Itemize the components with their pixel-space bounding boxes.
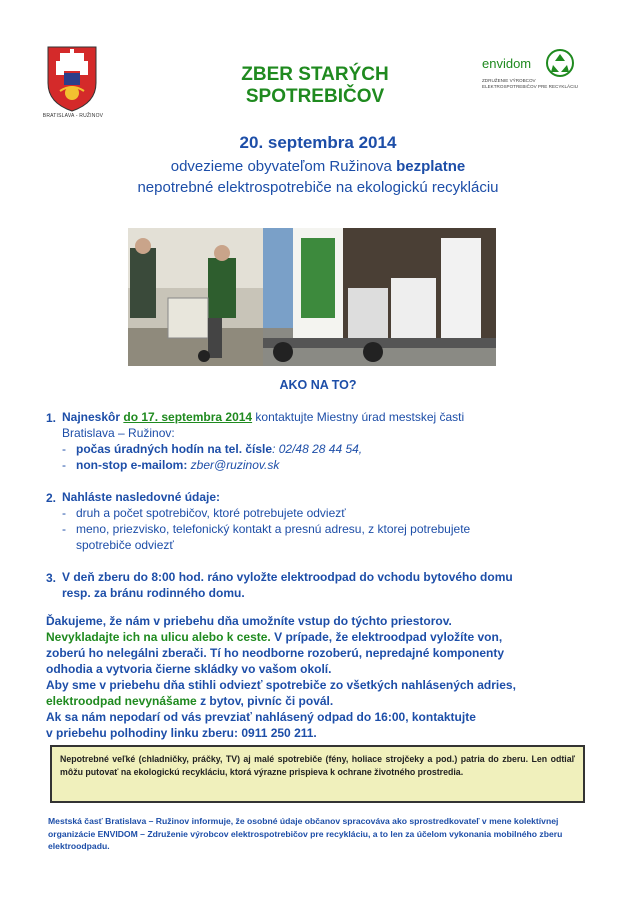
step-1-lead: Najneskôr <box>62 410 124 424</box>
step-2-item-2: - meno, priezvisko, telefonický kontakt a presnú adresu, z ktorej potrebujete <box>62 522 471 536</box>
info-paragraph <box>46 613 591 741</box>
para-line-1: Ďakujeme, že nám v priebehu dňa umožníte vstup do týchto priestorov. <box>46 614 452 628</box>
step-2-number: 2. <box>46 491 57 505</box>
intro-free-emphasis: bezplatne <box>396 158 466 175</box>
step-1 <box>62 409 582 473</box>
crest-caption: BRATISLAVA - RUŽINOV <box>42 113 104 119</box>
step-3-line-2: resp. za bránu rodinného domu. <box>62 586 245 600</box>
intro-line-1 <box>0 158 636 175</box>
title-line-2: SPOTREBIČOV <box>245 86 385 107</box>
step-1-text: kontaktujte Miestny úrad mestskej časti <box>252 410 465 424</box>
step-2-item-2-cont: spotrebiče odviezť <box>76 538 174 552</box>
step-1-phone: - počas úradných hodín na tel. čísle: 02/48 28 44 54, <box>62 442 363 456</box>
step-1-email: - non-stop e-mailom: zber@ruzinov.sk <box>62 458 280 472</box>
ruzinov-coat-of-arms <box>44 43 100 113</box>
step-3-number: 3. <box>46 571 57 585</box>
para-line-6-text: z bytov, pivníc či povál. <box>196 694 334 708</box>
step-1-number: 1. <box>46 411 57 425</box>
recycle-icon <box>545 48 575 78</box>
photo-workers-carrying-appliance <box>128 228 263 366</box>
para-no-carry: elektroodpad nevynášame <box>46 694 197 708</box>
logo-sub-line-2: ELEKTROSPOTREBIČOV PRE RECYKLÁCIU <box>482 84 578 89</box>
step-1-deadline: do 17. septembra 2014 <box>123 410 253 424</box>
para-line-7: Ak sa nám nepodarí od vás prevziať nahlásený odpad do 16:00, kontaktujte <box>46 710 476 724</box>
step-1-line-1 <box>62 409 582 425</box>
para-line-5: Aby sme v priebehu dňa stihli odviezť spotrebiče zo všetkých nahlásených adries, <box>46 678 516 692</box>
envidom-logo-name: envidom <box>482 56 532 71</box>
info-box: Nepotrebné veľké (chladničky, práčky, TV) aj malé spotrebiče (fény, holiace strojčeky a pod.) patria do zberu. Len odtiaľ môžu putovať na ekologickú recykláciu, ktorá výrazne prispieva k ochrane životného prostredia. <box>50 745 585 803</box>
envidom-logo-subtitle <box>482 78 592 90</box>
phone-label: počas úradných hodín na tel. čísle <box>76 442 273 456</box>
page-title <box>150 64 480 108</box>
logo-sub-line-1: ZDRUŽENIE VÝROBCOV <box>482 78 536 83</box>
para-line-2 <box>46 629 591 645</box>
email-label: non-stop e-mailom: <box>76 458 188 472</box>
step-2-item-2-text: meno, priezvisko, telefonický kontakt a presnú adresu, z ktorej potrebujete <box>76 522 471 536</box>
para-line-3: zoberú ho nelegálni zberači. Tí ho neodborne rozoberú, nepredajné komponenty <box>46 646 505 660</box>
step-2-item-1: - druh a počet spotrebičov, ktoré potrebujete odviezť <box>62 506 346 520</box>
email-address[interactable]: zber@ruzinov.sk <box>187 458 280 472</box>
step-2-item-1-text: druh a počet spotrebičov, ktoré potrebujete odviezť <box>76 506 346 520</box>
step-3-line-1: V deň zberu do 8:00 hod. ráno vyložte elektroodpad do vchodu bytového domu <box>62 570 513 584</box>
title-line-1: ZBER STARÝCH <box>241 64 389 85</box>
intro-line-2: nepotrebné elektrospotrebiče na ekologickú recykláciu <box>137 179 499 196</box>
para-line-4: odhodia a vytvoria čierne skládky vo vašom okolí. <box>46 662 332 676</box>
collection-date: 20. septembra 2014 <box>239 133 397 152</box>
para-line-6 <box>46 693 591 709</box>
para-line-2-text: V prípade, že elektroodpad vyložíte von, <box>270 630 503 644</box>
step-2-title: Nahláste nasledovné údaje: <box>62 490 221 504</box>
step-1-line-2: Bratislava – Ružinov: <box>62 426 175 440</box>
photo-truck-with-appliances <box>263 228 496 366</box>
step-3 <box>62 569 602 601</box>
para-warning: Nevykladajte ich na ulicu alebo k ceste. <box>46 630 271 644</box>
footer-note: Mestská časť Bratislava – Ružinov informuje, že osobné údaje občanov spracováva ako sprostredkovateľ v mene kolektívnej organizácie ENVIDOM – Združenie výrobcov elektrospotrebičov pre recykláciu, a to len za účelom vykonania mobilného zberu elektroodpadu. <box>48 816 563 851</box>
para-line-8: v priebehu polhodiny linku zberu: 0911 250 211. <box>46 726 317 740</box>
howto-heading: AKO NA TO? <box>279 378 357 392</box>
phone-number: : 02/48 28 44 54, <box>272 442 363 456</box>
intro-text: odvezieme obyvateľom Ružinova <box>170 158 397 175</box>
step-2 <box>62 489 582 553</box>
